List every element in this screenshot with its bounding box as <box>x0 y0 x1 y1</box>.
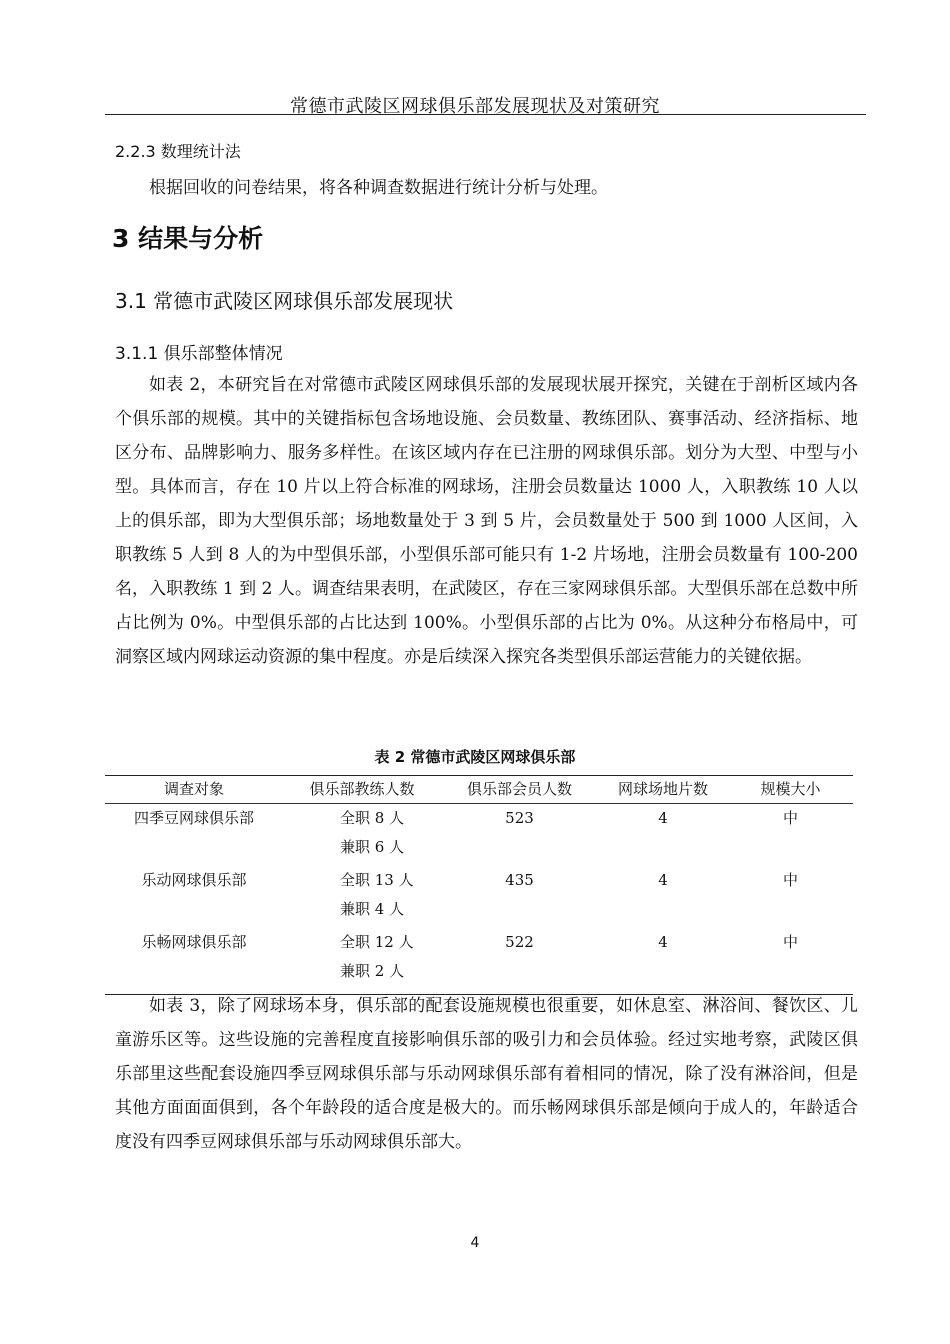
page-number: 4 <box>470 1235 480 1251</box>
section-2-2-3-heading: 2.2.3 数理统计法 <box>115 142 241 161</box>
courts-cell: 4 <box>658 809 668 827</box>
table-2 <box>105 775 853 995</box>
header-rule <box>105 114 866 115</box>
after-table-paragraph: 如表 3，除了网球场本身，俱乐部的配套设施规模也很重要，如休息室、淋浴间、餐饮区、儿童游乐区等。这些设施的完善程度直接影响俱乐部的吸引力和会员体验。经过实地考察，武陵区俱乐部里这些配套设施四季豆网球俱乐部与乐动网球俱乐部有着相同的情况，除了没有淋浴间，但是其他方面面面俱到，各个年龄段的适合度是极大的。而乐畅网球俱乐部是倾向于成人的，年龄适合度没有四季豆网球俱乐部与乐动网球俱乐部大。 <box>115 996 858 1152</box>
table-row <box>105 928 853 990</box>
courts-cell: 4 <box>658 871 668 889</box>
table-row <box>105 804 853 866</box>
chapter-3-heading: 3 结果与分析 <box>112 224 264 253</box>
size-cell: 中 <box>782 871 798 889</box>
fulltime-coach-cell: 全职 13 人 <box>340 871 414 889</box>
parttime-coach-cell: 兼职 6 人 <box>340 838 405 856</box>
table-header-row <box>105 776 853 803</box>
members-cell: 435 <box>505 871 534 889</box>
size-cell: 中 <box>782 933 798 951</box>
courts-cell: 4 <box>658 933 668 951</box>
parttime-coach-cell: 兼职 2 人 <box>340 962 405 980</box>
table-header-cell: 俱乐部会员人数 <box>466 780 572 798</box>
table-header-cell: 规模大小 <box>760 780 821 798</box>
parttime-coach-cell: 兼职 4 人 <box>340 900 405 918</box>
club-name-cell: 四季豆网球俱乐部 <box>133 809 254 827</box>
running-header: 常德市武陵区网球俱乐部发展现状及对策研究 <box>290 96 660 117</box>
table-header-cell: 网球场地片数 <box>617 780 708 798</box>
members-cell: 522 <box>505 933 534 951</box>
section-3-1-1-paragraph: 如表 2，本研究旨在对常德市武陵区网球俱乐部的发展现状展开探究，关键在于剖析区域内各个俱乐部的规模。其中的关键指标包含场地设施、会员数量、教练团队、赛事活动、经济指标、地区分布、品牌影响力、服务多样性。在该区域内存在已注册的网球俱乐部。划分为大型、中型与小型。具体而言，存在 10 片以上符合标准的网球场，注册会员数量达 1000 人，入职教练 10 人以上的俱乐部，即为大型俱乐部；场地数量处于 3 到 5 片，会员数量处于 500 到 1000 人区间，入职教练 5 人到 8 人的为中型俱乐部，小型俱乐部可能只有 1-2 片场地，注册会员数量有 100-200 名，入职教练 1 到 2 人。调查结果表明，在武陵区，存在三家网球俱乐部。大型俱乐部在总数中所占比例为 0%。中型俱乐部的占比达到 100%。小型俱乐部的占比为 0%。从这种分布格局中，可洞察区域内网球运动资源的集中程度。亦是后续深入探究各类型俱乐部运营能力的关键依据。 <box>115 375 858 667</box>
size-cell: 中 <box>782 809 798 827</box>
table-header-cell: 俱乐部教练人数 <box>309 780 415 798</box>
section-3-1-1-heading: 3.1.1 俱乐部整体情况 <box>115 344 283 364</box>
fulltime-coach-cell: 全职 12 人 <box>340 933 414 951</box>
club-name-cell: 乐畅网球俱乐部 <box>141 933 247 951</box>
table-header-cell: 调查对象 <box>163 780 224 798</box>
fulltime-coach-cell: 全职 8 人 <box>340 809 405 827</box>
members-cell: 523 <box>505 809 534 827</box>
section-2-2-3-paragraph: 根据回收的问卷结果，将各种调查数据进行统计分析与处理。 <box>149 178 608 198</box>
table-row <box>105 866 853 928</box>
table-2-caption: 表 2 常德市武陵区网球俱乐部 <box>374 748 576 766</box>
club-name-cell: 乐动网球俱乐部 <box>141 871 247 889</box>
section-3-1-heading: 3.1 常德市武陵区网球俱乐部发展现状 <box>115 289 454 313</box>
